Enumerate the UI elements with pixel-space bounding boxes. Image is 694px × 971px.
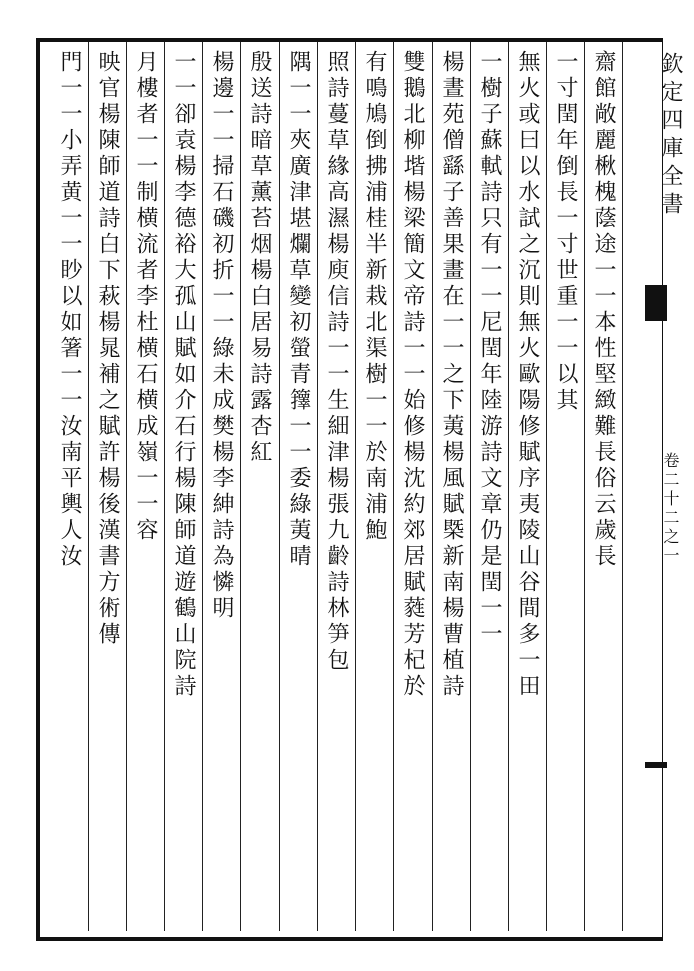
text-column-7: 有鳴鳩倒拂浦桂半新栽北渠樹一一於南浦鮑 xyxy=(362,50,387,544)
column-rule xyxy=(508,42,509,931)
book-title: 欽定四庫全書 xyxy=(658,52,683,220)
text-column-3: 無火或曰以水試之沉則無火歐陽修賦序夷陵山谷間多一田 xyxy=(515,50,540,700)
column-rule xyxy=(393,42,394,931)
text-column-13: 月樓者一一制横流者李杜横石横成嶺一一容 xyxy=(133,50,158,544)
text-column-4: 一樹子蘇軾詩只有一一尼閏年陸游詩文章仍是閏一一 xyxy=(477,50,502,648)
column-rule xyxy=(88,42,89,931)
column-rule xyxy=(164,42,165,931)
column-rule xyxy=(584,42,585,931)
margin-strip xyxy=(658,42,694,931)
text-column-1: 齋館敞麗楸槐蔭途一一本性堅緻難長俗云歲長 xyxy=(591,50,616,570)
column-rule xyxy=(470,42,471,931)
text-column-12: 一一卻袁楊李德裕大孤山賦如介石行楊陳師道遊鶴山院詩 xyxy=(171,50,196,700)
column-rule xyxy=(126,42,127,931)
column-rule xyxy=(202,42,203,931)
column-rule xyxy=(432,42,433,931)
text-column-2: 一寸閏年倒長一寸世重一一以其 xyxy=(553,50,578,414)
text-column-14: 映官楊陳師道詩白下萩楊晁補之賦許楊後漢書方術傳 xyxy=(95,50,120,648)
text-column-8: 照詩蔓草緣高濕楊庾信詩一一生細津楊張九齡詩林笋包 xyxy=(324,50,349,674)
volume-label: 卷二十二之一 xyxy=(661,452,680,566)
column-rule xyxy=(317,42,318,931)
text-column-6: 雙鵝北柳堦楊梁簡文帝詩一一始修楊沈約郊居賦蕤芳杞於 xyxy=(400,50,425,700)
column-rule xyxy=(355,42,356,931)
text-column-10: 殷送詩暗草薰苔烟楊白居易詩露杏紅 xyxy=(247,50,272,466)
text-column-11: 楊邊一一掃石磯初折一一綠未成樊楊李紳詩為憐明 xyxy=(209,50,234,622)
column-rule xyxy=(622,42,623,931)
fishtail-mark xyxy=(645,285,667,321)
text-column-5: 楊晝苑僧繇子善果畫在一一之下荑楊風賦槩新南楊曹植詩 xyxy=(439,50,464,700)
column-rule xyxy=(546,42,547,931)
text-column-9: 隅一一夾廣津堪爛草變初螢青籜一一委綠荑晴 xyxy=(286,50,311,570)
column-rule xyxy=(240,42,241,931)
fishtail-mark-lower xyxy=(645,762,667,768)
column-rule xyxy=(279,42,280,931)
text-column-15: 門一一小弄黄一一眇以如箸一一汝南平輿人汝 xyxy=(57,50,82,570)
